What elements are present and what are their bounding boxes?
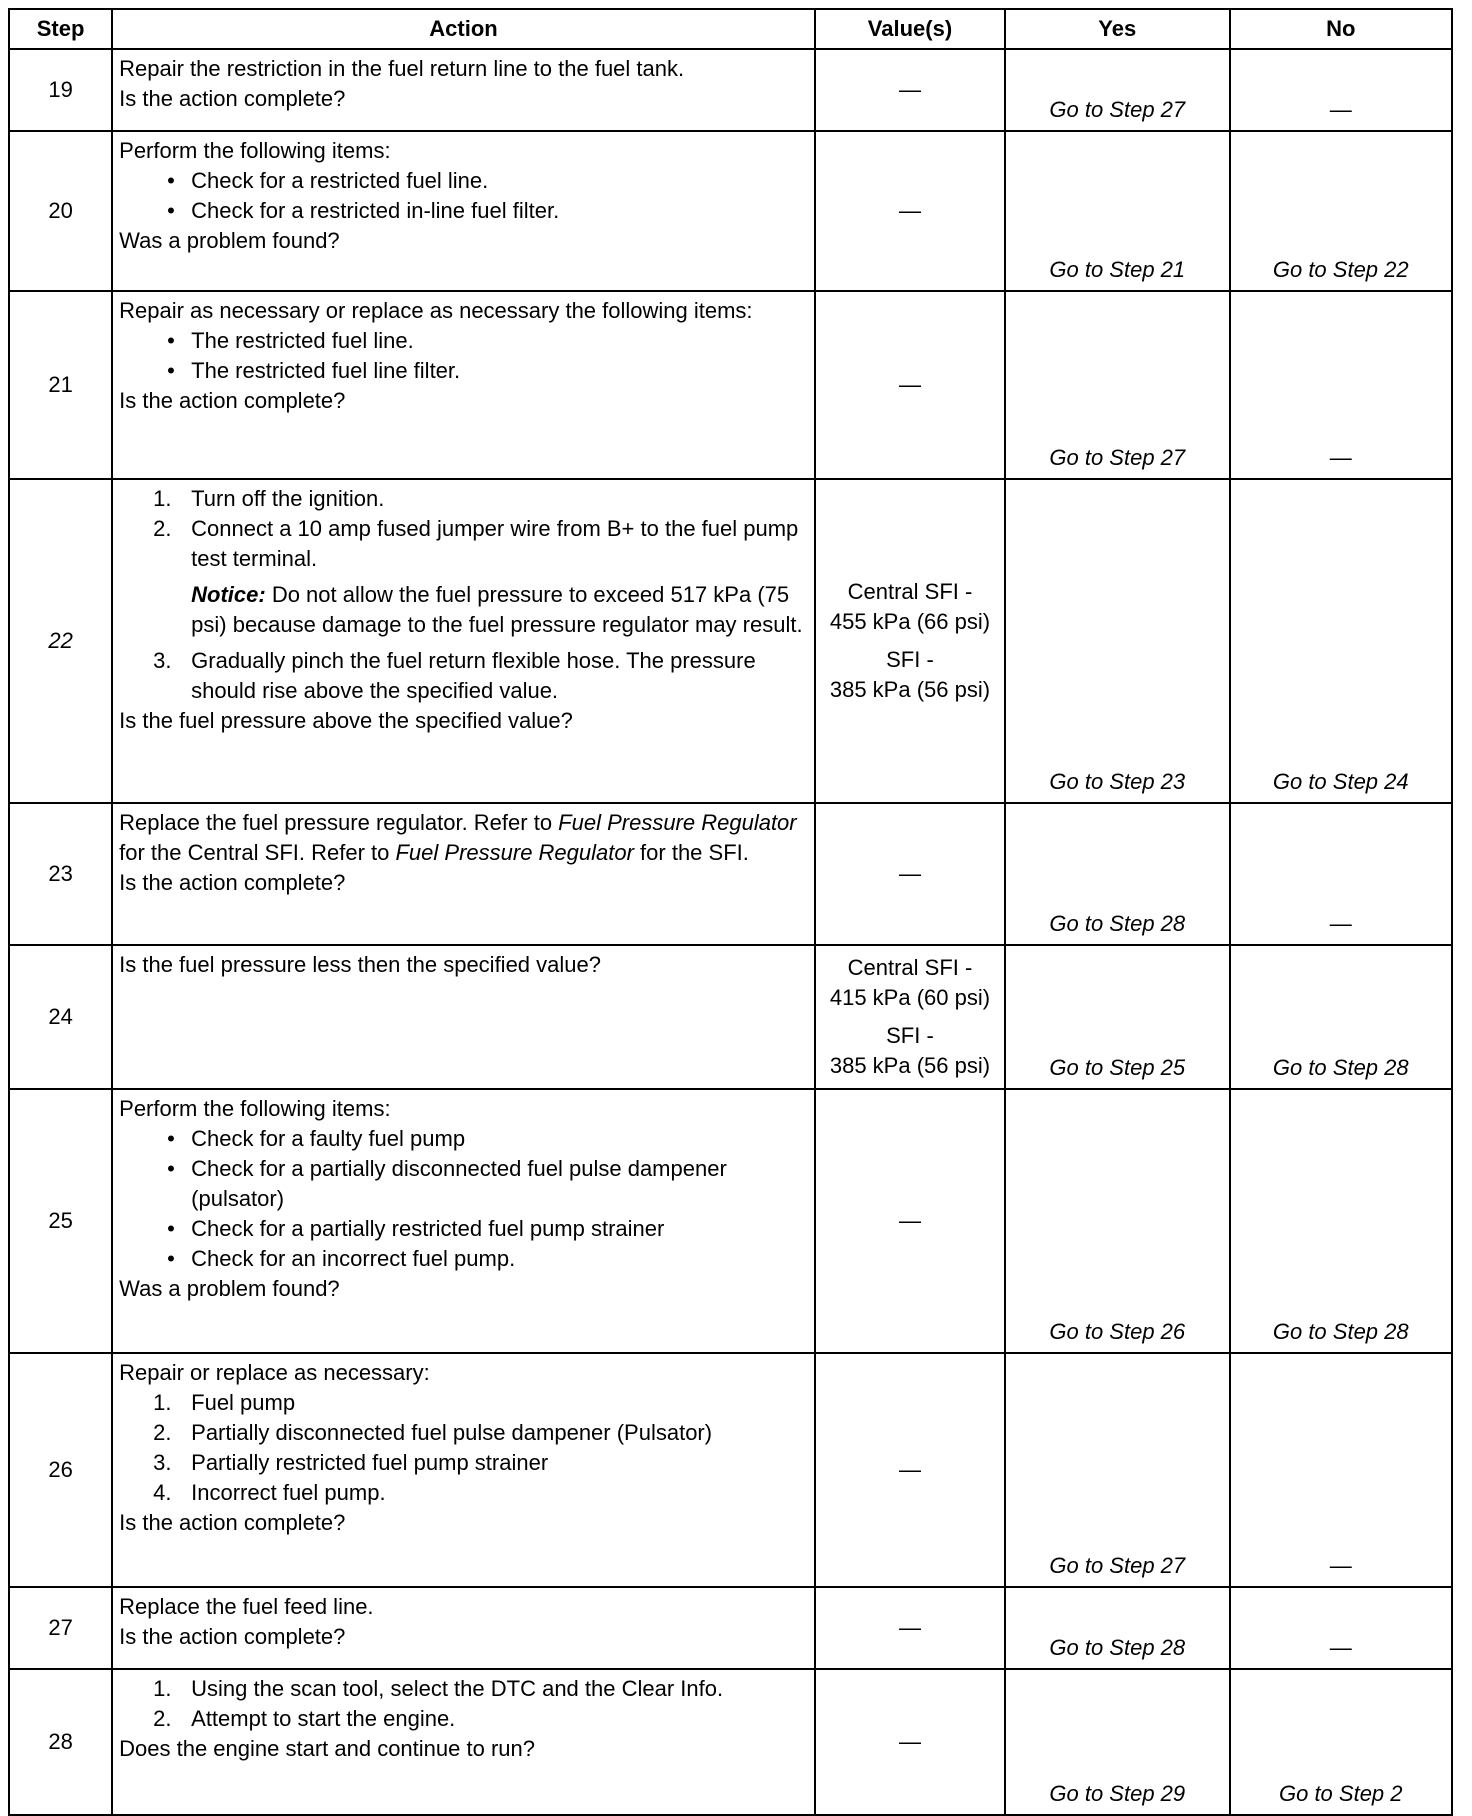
value-cell: — [815, 49, 1005, 131]
action-question: Was a problem found? [119, 228, 340, 253]
action-question: Is the action complete? [119, 1510, 346, 1535]
bullet-item: • Check for a restricted fuel line. [119, 166, 808, 196]
action-question: Is the fuel pressure above the specified value? [119, 708, 573, 733]
value-label: SFI - [886, 647, 934, 672]
value-pressure: 415 kPa (60 psi) [829, 985, 991, 1010]
bullet-item: • The restricted fuel line filter. [119, 356, 808, 386]
action-cell [112, 131, 815, 291]
value-pressure: 385 kPa (56 psi) [829, 1053, 991, 1078]
action-question: Is the action complete? [119, 388, 346, 413]
step-number: 25 [9, 1089, 112, 1353]
action-text: Replace the fuel pressure regulator. Refer to Fuel Pressure Regulator for the Central SFI. Refer to Fuel Pressure Regulator for the SFI. [119, 810, 797, 865]
yes-cell: Go to Step 27 [1005, 49, 1229, 131]
yes-cell: Go to Step 27 [1005, 291, 1229, 479]
numbered-item: 1. Turn off the ignition. [153, 486, 385, 511]
no-cell: Go to Step 2 [1230, 1669, 1453, 1815]
no-cell: Go to Step 28 [1230, 945, 1453, 1089]
table-row [9, 479, 1452, 803]
numbered-item: 4. Incorrect fuel pump. [153, 1480, 386, 1505]
bullet-item: • Check for a faulty fuel pump [119, 1124, 808, 1154]
bullet-item: • Check for a partially restricted fuel pump strainer [119, 1214, 808, 1244]
no-cell: — [1230, 1353, 1453, 1587]
table-row [9, 1089, 1452, 1353]
reference-link: Fuel Pressure Regulator [558, 810, 797, 835]
value-label: SFI - [886, 1023, 934, 1048]
table-row [9, 49, 1452, 131]
yes-cell: Go to Step 26 [1005, 1089, 1229, 1353]
yes-cell: Go to Step 25 [1005, 945, 1229, 1089]
numbered-item: 2. Partially disconnected fuel pulse dampener (Pulsator) [153, 1420, 713, 1445]
action-question: Was a problem found? [119, 1276, 340, 1301]
no-cell: — [1230, 291, 1453, 479]
step-number: 23 [9, 803, 112, 945]
value-cell: — [815, 1353, 1005, 1587]
step-number: 26 [9, 1353, 112, 1587]
value-pressure: 455 kPa (66 psi) [829, 609, 991, 634]
numbered-item: 2. Attempt to start the engine. [153, 1706, 456, 1731]
notice-label: Notice: [191, 582, 266, 607]
action-text: Repair the restriction in the fuel return line to the fuel tank. [119, 56, 685, 81]
bullet-item: • Check for a partially disconnected fuel pulse dampener (pulsator) [119, 1154, 808, 1214]
notice [119, 580, 808, 640]
value-cell: — [815, 131, 1005, 291]
table-row [9, 803, 1452, 945]
header-yes: Yes [1005, 9, 1229, 49]
action-question: Is the action complete? [119, 86, 346, 111]
bullet-item: • The restricted fuel line. [119, 326, 808, 356]
action-intro: Repair or replace as necessary: [119, 1360, 430, 1385]
action-question: Is the action complete? [119, 870, 346, 895]
numbered-item: 1. Using the scan tool, select the DTC and the Clear Info. [153, 1676, 724, 1701]
step-number: 20 [9, 131, 112, 291]
numbered-item: 3. Partially restricted fuel pump strainer [153, 1450, 549, 1475]
action-cell [112, 1587, 815, 1669]
numbered-item: 2. Connect a 10 amp fused jumper wire from B+ to the fuel pump test terminal. [153, 516, 799, 571]
no-cell: — [1230, 1587, 1453, 1669]
value-pressure: 385 kPa (56 psi) [829, 677, 991, 702]
header-row [9, 9, 1452, 49]
table-row [9, 945, 1452, 1089]
table-row [9, 291, 1452, 479]
step-number: 27 [9, 1587, 112, 1669]
action-question: Does the engine start and continue to run? [119, 1736, 535, 1761]
action-cell [112, 945, 815, 1089]
step-number [9, 479, 112, 803]
yes-cell: Go to Step 29 [1005, 1669, 1229, 1815]
reference-link: Fuel Pressure Regulator [395, 840, 634, 865]
step-number-italic: 22 [48, 628, 73, 653]
yes-cell: Go to Step 28 [1005, 1587, 1229, 1669]
table-row [9, 1669, 1452, 1815]
step-number: 28 [9, 1669, 112, 1815]
yes-cell: Go to Step 21 [1005, 131, 1229, 291]
action-cell [112, 291, 815, 479]
no-cell: Go to Step 22 [1230, 131, 1453, 291]
no-cell: — [1230, 803, 1453, 945]
bullet-item: • Check for an incorrect fuel pump. [119, 1244, 808, 1274]
action-intro: Repair as necessary or replace as necessary the following items: [119, 298, 753, 323]
step-number: 24 [9, 945, 112, 1089]
value-cell [815, 945, 1005, 1089]
yes-cell: Go to Step 27 [1005, 1353, 1229, 1587]
step-number: 19 [9, 49, 112, 131]
no-cell: Go to Step 24 [1230, 479, 1453, 803]
action-cell [112, 803, 815, 945]
action-cell [112, 1089, 815, 1353]
action-cell [112, 1669, 815, 1815]
diagnostic-table [8, 8, 1453, 1816]
no-cell: — [1230, 49, 1453, 131]
action-cell [112, 49, 815, 131]
action-intro: Perform the following items: [119, 1096, 391, 1121]
action-text: Replace the fuel feed line. [119, 1594, 374, 1619]
header-action: Action [112, 9, 815, 49]
yes-cell: Go to Step 28 [1005, 803, 1229, 945]
header-step: Step [9, 9, 112, 49]
action-intro: Perform the following items: [119, 138, 391, 163]
bullet-item: • Check for a restricted in-line fuel filter. [119, 196, 808, 226]
value-cell [815, 479, 1005, 803]
value-label: Central SFI - [847, 579, 973, 604]
value-label: Central SFI - [847, 955, 973, 980]
step-number: 21 [9, 291, 112, 479]
value-cell: — [815, 1669, 1005, 1815]
table-row [9, 1353, 1452, 1587]
action-question: Is the fuel pressure less then the specified value? [119, 952, 601, 977]
value-cell: — [815, 1587, 1005, 1669]
action-cell [112, 479, 815, 803]
action-question: Is the action complete? [119, 1624, 346, 1649]
value-cell: — [815, 803, 1005, 945]
numbered-item: 3. Gradually pinch the fuel return flexible hose. The pressure should rise above the specified value. [153, 648, 756, 703]
table-row [9, 131, 1452, 291]
header-no: No [1230, 9, 1453, 49]
yes-cell: Go to Step 23 [1005, 479, 1229, 803]
action-cell [112, 1353, 815, 1587]
table-row [9, 1587, 1452, 1669]
value-cell: — [815, 1089, 1005, 1353]
numbered-item: 1. Fuel pump [153, 1390, 296, 1415]
notice-text: Do not allow the fuel pressure to exceed 517 kPa (75 psi) because damage to the fuel pressure regulator may result. [191, 582, 803, 637]
value-cell: — [815, 291, 1005, 479]
no-cell: Go to Step 28 [1230, 1089, 1453, 1353]
header-values: Value(s) [815, 9, 1005, 49]
